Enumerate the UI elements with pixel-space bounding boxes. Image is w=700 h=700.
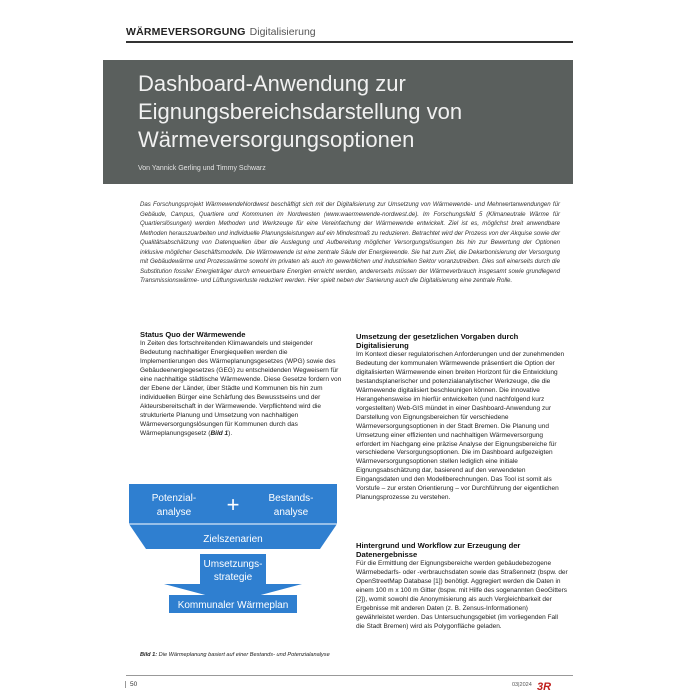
strategy-line1: Umsetzungs- [203,559,263,570]
section-heading: Umsetzung der gesetzlichen Vorgaben durch Digitalisierung [356,332,519,350]
section-body: Im Kontext dieser regulatorischen Anforderungen und der zunehmenden Bedeutung der kommunalen Wärmewende präsentiert die Option der digitalisierten Wärmewende einen breiten Horizont für die Entwicklung bestandsplanerischer und potenzialanalytischer Werkzeuge, die die Wärmewende digitalisiert beschleunigen können. Die innovative Herangehensweise im hierfür entwickelten (und nachfolgend kurz vorgestellten) Web-GIS mündet in einer Dashboard-Anwendung zur Darstellung von Eignungsbereichen für verschiedene Wärmeversorgungsoptionen in der Stadt Bremen. Die Planung und Umsetzung einer effizienten und nachhaltigen Wärmeversorgung erfordert im Nachgang eine präzise Analyse der Eignungsbereiche für verschiedene Versorgungsoptionen. Die im Dashboard aufgezeigten Wärmeversorgungsoptionen stellen lediglich eine initiale Eignungsabschätzung dar, basierend auf den verwendeten Eingangsdaten und den Modellberechnungen. Das Tool ist somit als Vorstufe – zur ersten Orientierung – vor Durchführung der eigentlichen Planungsprozesse zu verstehen. [356,351,565,502]
footer-divider [126,675,573,676]
article-title: Dashboard-Anwendung zur Eignungsbereichsdarstellung von Wärmeversorgungsoptionen [138,71,463,152]
section-body: In Zeiten des fortschreitenden Klimawandels und steigender Bedeutung nachhaltiger Energiequellen werden die Implementierungen des Wärmeplanungsgesetzes (WPG) sowie des Gebäudeenergiegesetzes (GEG) zu entscheidenden Wegweisern für eine nachhaltige städtische Wärmewende. Diese Gesetze fordern von der Ebene der Länder, über Städte und Kommunen bis hin zum individuellen Bürger eine Schärfung des Bewusstseins und der Akteursbereitschaft in der Wärmewende. Verpflichtend wird die strukturierte Planung und Umsetzung von nachhaltigen Wärmeversorgungslösungen für Kommunen durch das Wärmeplanungsgesetz (Bild 1). [140,340,342,437]
section-umsetzung [356,332,568,503]
section-label: WÄRMEVERSORGUNG [126,26,246,38]
plan-label: Kommunaler Wärmeplan [177,600,289,611]
title-banner [103,60,573,184]
caption-text: Die Wärmeplanung basiert auf einer Bestands- und Potenzialanalyse [158,652,330,658]
box2-line1: Bestands- [268,493,314,504]
logo-text: 3R [537,681,552,692]
section-body: Für die Ermittlung der Eignungsbereiche werden gebäudebezogene Wärmebedarfs- oder -verbrauchsdaten sowie das Straßennetz (bspw. der OpenStreetMap Database [1]) benötigt. Aggregiert werden die Daten in einem 100 m x 100 m Gitter (bspw. mit Hilfe des sogenannten GeoGitters [2]), womit sowohl die Anonymisierung als auch Vergleichbarkeit der Ergebnisse mit anderen Daten (z. B. Zensus-Informationen) gewährleistet werden. Das Untersuchungsgebiet (im vorliegenden Fall die Stadt Bremen) wird als Polygonfläche geladen. [356,560,568,630]
issue-label: 03|2024 [512,682,532,688]
section-heading: Status Quo der Wärmewende [140,330,246,339]
box1-line1: Potenzial- [151,493,197,504]
abstract: Das Forschungsprojekt WärmewendeNordwest beschäftigt sich mit der Digitalisierung zur Umsetzung von Wärmewende- und Mehrwertanwendungen für Gebäude, Campus, Quartiere und Kommunen im Nordwesten (www.waermewende-nordwest.de). Im Forschungsfeld 5 (Klimaneutrale Wärme für Quartierslösungen) werden Methoden und Werkzeuge für eine Vereinfachung der Wärmewende entwickelt. Ziel ist es, möglichst breit anwendbare Methoden herauszuarbeiten und individuelle Planungsleistungen auf ein Mindestmaß zu reduzieren. Betrachtet wird der Prozess von der Akquise sowie der Qualitätsabschätzung von Datenquellen über die Auslegung und Aufbereitung möglicher Versorgungslösungen bis hin zur Bewertung der Optionen inklusive möglicher Geschäftsmodelle. Die Wärmewende ist eine zentrale Säule der Energiewende. Sie hat zum Ziel, die Dekarbonisierung der Versorgung mit Gebäudewärme und Prozesswärme sowohl im privaten als auch im gewerblichen und industriellen Sektor voranzutreiben. Dies soll einerseits durch die Substitution fossiler Energieträger durch erneuerbare Energien erreicht werden, andererseits müssen der Wärmeverbrauch insgesamt sowie grundlegend Transmissionswärme- und Lüftungsverluste reduziert werden. Hier spielt neben der Sanierung auch die Digitalisierung eine zentrale Rolle. [140,201,560,285]
box2-line2: analyse [273,507,309,518]
journal-logo [537,680,571,692]
plus-sign: + [226,492,240,517]
header-divider [126,41,573,43]
article-authors: Von Yannick Gerling und Timmy Schwarz [138,165,266,172]
section-heading: Hintergrund und Workflow zur Erzeugung der Datenergebnisse [356,541,521,559]
box1-line2: analyse [156,507,192,518]
figure-reference[interactable]: Bild 1 [210,429,229,437]
section-hintergrund [356,541,568,632]
strategy-line2: strategie [213,572,253,583]
ziel-label: Zielszenarien [203,534,263,545]
subsection-label: Digitalisierung [249,26,316,38]
caption-label: Bild 1: [140,652,158,658]
waermeplanung-diagram [128,482,338,652]
section-status-quo [140,330,344,438]
section-header [126,26,573,40]
page-number: 50 [125,681,137,688]
figure-caption [140,651,340,659]
diagram-svg [128,482,338,652]
funnel-arrow [164,584,302,596]
